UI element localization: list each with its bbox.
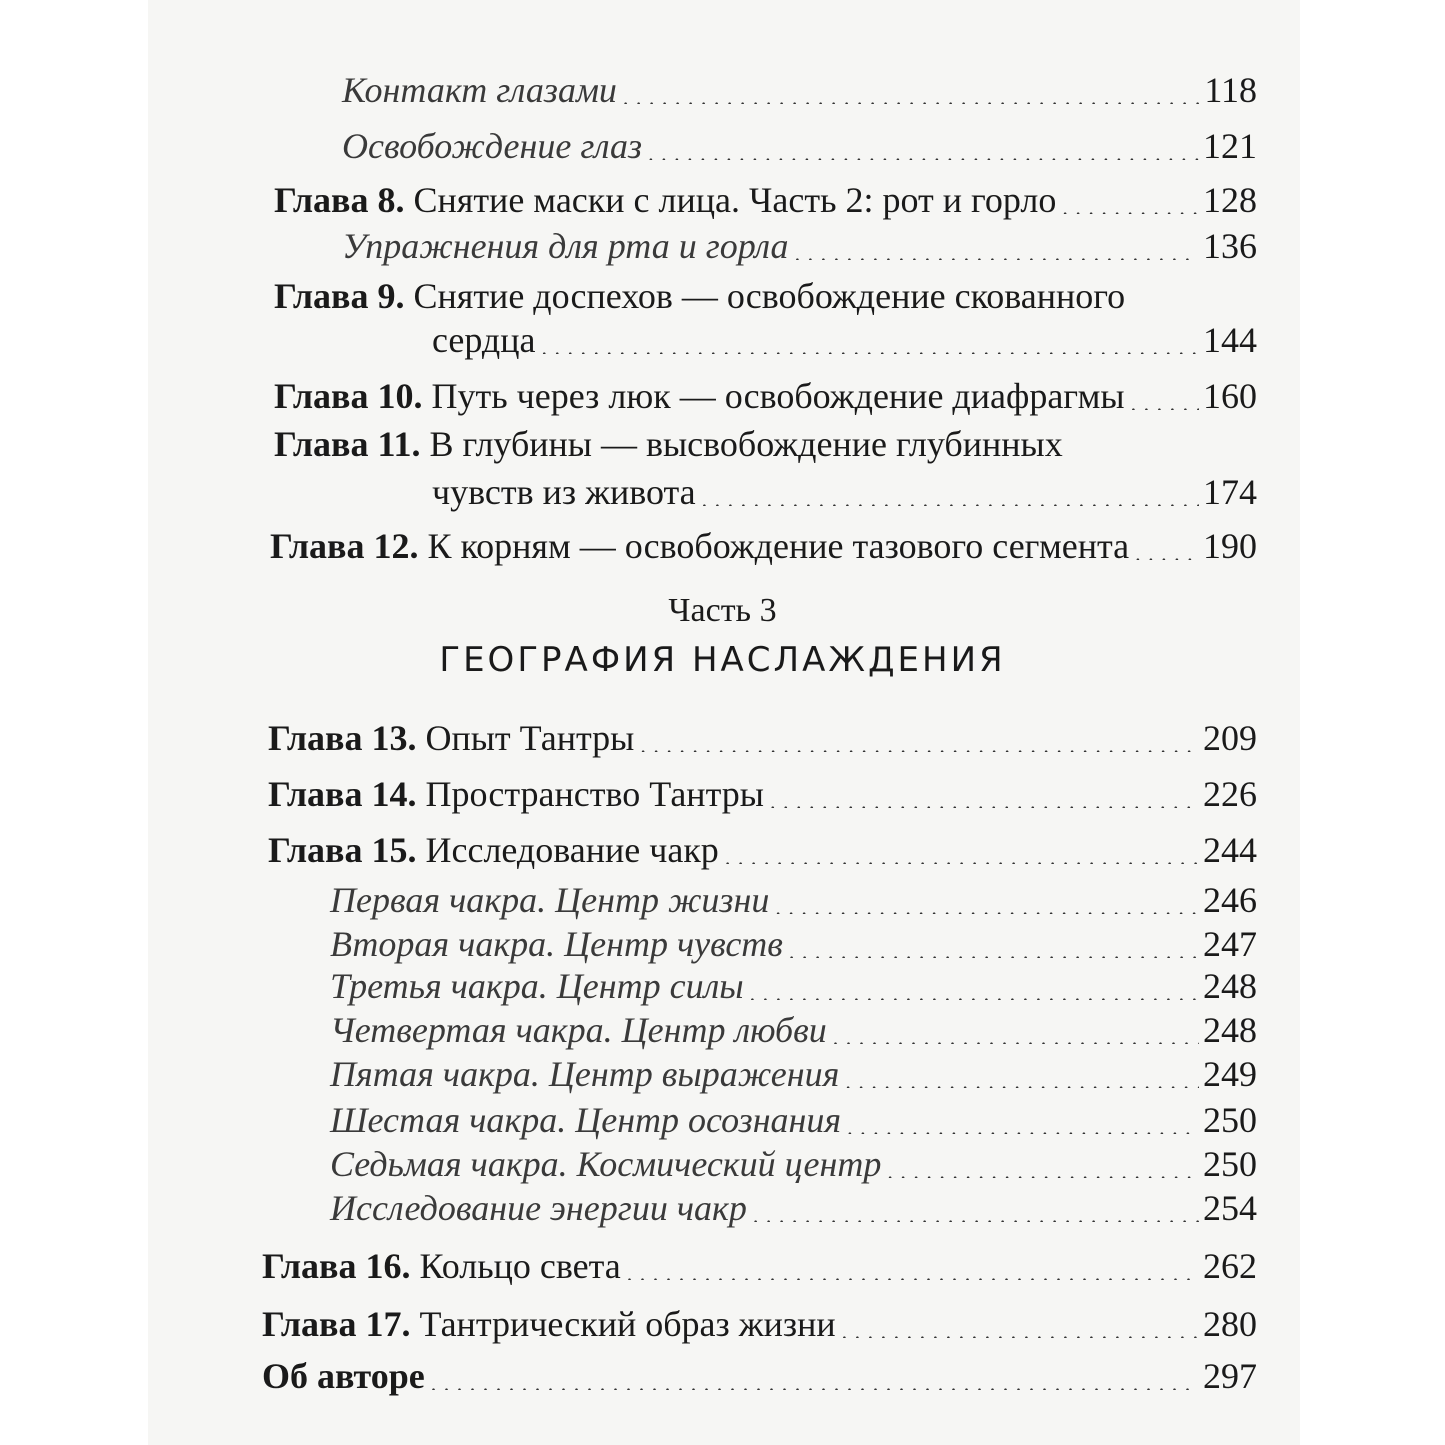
toc-page-number: 262 (1203, 1246, 1257, 1286)
toc-entry (274, 276, 1125, 316)
toc-page-number: 144 (1203, 320, 1257, 360)
toc-subentry (330, 1144, 1257, 1184)
toc-entry-continuation (432, 472, 1257, 512)
toc-leader-dots (640, 732, 1199, 752)
toc-entry-title: Опыт Тантры (425, 718, 635, 758)
toc-leader-dots (1062, 194, 1199, 214)
toc-page-number: 244 (1203, 830, 1257, 870)
toc-chapter-label: Глава 12. (270, 526, 419, 566)
toc-chapter-label: Глава 8. (274, 180, 405, 220)
toc-page-number: 247 (1203, 924, 1257, 964)
toc-chapter-label: Глава 13. (268, 718, 417, 758)
toc-entry-title: Исследование энергии чакр (330, 1188, 747, 1228)
toc-leader-dots (1135, 540, 1199, 560)
toc-leader-dots (775, 894, 1199, 914)
toc-entry-title: Четвертая чакра. Центр любви (330, 1010, 827, 1050)
part-number: Часть 3 (668, 592, 777, 629)
toc-page-number: 280 (1203, 1304, 1257, 1344)
toc-entry (274, 424, 1063, 464)
toc-subentry (330, 924, 1257, 964)
toc-leader-dots (750, 980, 1199, 1000)
toc-entry-title: Третья чакра. Центр силы (330, 966, 744, 1006)
toc-entry (268, 830, 1257, 870)
toc-leader-dots (431, 1370, 1199, 1390)
toc-entry (342, 70, 1257, 110)
toc-leader-dots (833, 1024, 1199, 1044)
toc-entry-title: В глубины — высвобождение глубинных (429, 424, 1063, 464)
toc-entry-title: Исследование чакр (425, 830, 719, 870)
toc-leader-dots (789, 938, 1199, 958)
toc-entry-title: Пространство Тантры (425, 774, 764, 814)
toc-page-number: 254 (1203, 1188, 1257, 1228)
toc-entry (262, 1246, 1257, 1286)
toc-leader-dots (842, 1318, 1199, 1338)
toc-chapter-label: Об авторе (262, 1356, 425, 1396)
part-title: ГЕОГРАФИЯ НАСЛАЖДЕНИЯ (439, 640, 1006, 680)
toc-entry-title: Освобождение глаз (342, 126, 643, 166)
toc-leader-dots (753, 1202, 1199, 1222)
toc-entry-title: Тантрический образ жизни (419, 1304, 836, 1344)
toc-page-number: 118 (1204, 70, 1257, 110)
toc-page-number: 246 (1203, 880, 1257, 920)
toc-entry (342, 226, 1257, 266)
toc-subentry (330, 1188, 1257, 1228)
toc-entry-continuation (432, 320, 1257, 360)
toc-page-number: 250 (1203, 1144, 1257, 1184)
toc-page-number: 136 (1203, 226, 1257, 266)
toc-leader-dots (648, 140, 1199, 160)
toc-entry (274, 376, 1257, 416)
toc-subentry (330, 880, 1257, 920)
toc-entry (268, 774, 1257, 814)
toc-leader-dots (702, 486, 1199, 506)
toc-entry-title: Вторая чакра. Центр чувств (330, 924, 783, 964)
toc-leader-dots (541, 334, 1199, 354)
toc-entry (270, 526, 1257, 566)
toc-page-number: 248 (1203, 1010, 1257, 1050)
toc-leader-dots (887, 1158, 1199, 1178)
toc-subentry (330, 1100, 1257, 1140)
toc-leader-dots (627, 1260, 1199, 1280)
toc-chapter-label: Глава 17. (262, 1304, 411, 1344)
toc-page-number: 297 (1203, 1356, 1257, 1396)
toc-page-number: 174 (1203, 472, 1257, 512)
toc-page-number: 248 (1203, 966, 1257, 1006)
toc-subentry (330, 1010, 1257, 1050)
toc-leader-dots (1131, 390, 1199, 410)
toc-entry-title: чувств из живота (432, 472, 696, 512)
toc-page-number: 250 (1203, 1100, 1257, 1140)
toc-page-number: 226 (1203, 774, 1257, 814)
toc-chapter-label: Глава 16. (262, 1246, 411, 1286)
toc-page-number: 160 (1203, 376, 1257, 416)
toc-page-number: 121 (1203, 126, 1257, 166)
toc-chapter-label: Глава 14. (268, 774, 417, 814)
toc-entry-title: Контакт глазами (342, 70, 617, 110)
toc-entry (262, 1304, 1257, 1344)
toc-entry-title: Седьмая чакра. Космический центр (330, 1144, 882, 1184)
toc-entry-title: Снятие маски с лица. Часть 2: рот и горло (413, 180, 1057, 220)
toc-entry-title: Первая чакра. Центр жизни (330, 880, 770, 920)
toc-entry-title: Кольцо света (419, 1246, 621, 1286)
toc-leader-dots (847, 1114, 1199, 1134)
toc-entry-title: Пятая чакра. Центр выражения (330, 1054, 840, 1094)
toc-entry (262, 1356, 1257, 1396)
toc-entry-title: сердца (432, 320, 536, 360)
toc-leader-dots (845, 1068, 1199, 1088)
toc-page-number: 128 (1203, 180, 1257, 220)
toc-chapter-label: Глава 15. (268, 830, 417, 870)
toc-chapter-label: Глава 9. (274, 276, 405, 316)
toc-entry-title: К корням — освобождение тазового сегмента (427, 526, 1130, 566)
toc-entry (342, 126, 1257, 166)
toc-page-number: 190 (1203, 526, 1257, 566)
toc-entry-title: Шестая чакра. Центр осознания (330, 1100, 842, 1140)
toc-entry-title: Упражнения для рта и горла (342, 226, 789, 266)
toc-page-number: 249 (1203, 1054, 1257, 1094)
toc-entry-title: Путь через люк — освобождение диафрагмы (431, 376, 1125, 416)
toc-chapter-label: Глава 10. (274, 376, 423, 416)
toc-subentry (330, 1054, 1257, 1094)
toc-leader-dots (795, 240, 1199, 260)
toc-entry (274, 180, 1257, 220)
toc-entry (268, 718, 1257, 758)
toc-leader-dots (623, 84, 1200, 104)
toc-subentry (330, 966, 1257, 1006)
toc-entry-title: Снятие доспехов — освобождение скованного (413, 276, 1126, 316)
toc-page-number: 209 (1203, 718, 1257, 758)
toc-leader-dots (770, 788, 1199, 808)
toc-leader-dots (725, 844, 1199, 864)
toc-chapter-label: Глава 11. (274, 424, 421, 464)
